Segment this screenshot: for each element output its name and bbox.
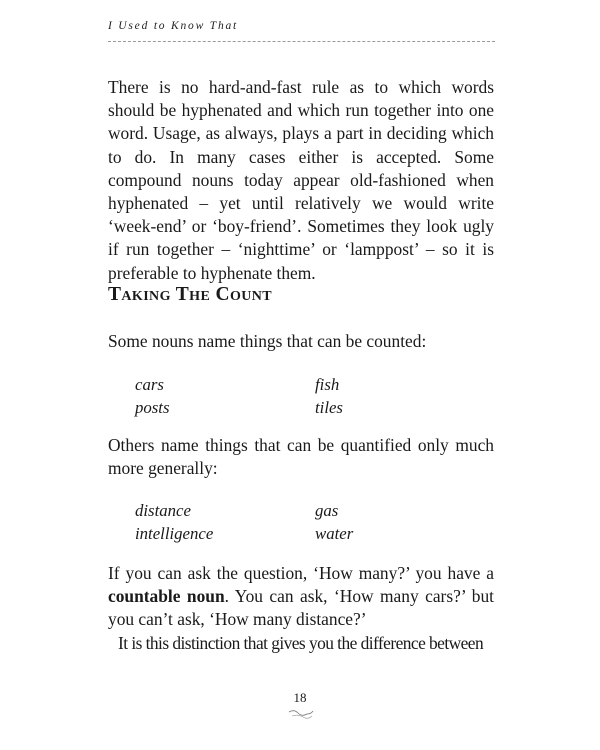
example-row [135, 373, 495, 396]
flourish-ornament [288, 708, 314, 720]
paragraph-countable-noun [108, 562, 494, 632]
paragraph-uncountable-intro: Others name things that can be quantified only much more generally: [108, 435, 494, 479]
example-word: tiles [315, 398, 343, 417]
example-word: water [315, 524, 354, 543]
example-row [135, 396, 495, 419]
uncountable-examples [135, 499, 495, 545]
example-word: fish [315, 375, 340, 394]
running-header: I Used to Know That [108, 20, 239, 32]
key-term: countable noun [108, 586, 225, 607]
example-word: cars [135, 375, 164, 394]
example-word: intelligence [135, 524, 214, 543]
paragraph-hyphenation: There is no hard-and-fast rule as to which words should be hyphenated and which run together into one word. Usage, as always, plays a part in deciding which to do. In many cases either is accepted. Some compound nouns today appear old-fashioned when hyphenated – yet until relatively we would write ‘week-end’ or ‘boy-friend’. Sometimes they look ugly if run together – ‘nighttime’ or ‘lamppost’ – so it is preferable to hyphenate them. [108, 77, 494, 283]
header-rule [108, 41, 495, 42]
paragraph-countable-intro: Some nouns name things that can be counted: [108, 331, 427, 351]
paragraph-text: If you can ask the question, ‘How many?’ you have a [108, 563, 494, 583]
example-word: gas [315, 501, 339, 520]
paragraph-text: . You can ask, ‘How many cars?’ but you can’t ask, ‘How many distance?’ [108, 586, 494, 630]
page-number: 18 [293, 690, 307, 705]
section-heading: Taking The Count [108, 284, 273, 305]
example-word: posts [135, 398, 170, 417]
example-word: distance [135, 501, 191, 520]
example-row [135, 522, 495, 545]
paragraph-distinction: It is this distinction that gives you the difference between [118, 633, 484, 653]
example-row [135, 499, 495, 522]
countable-examples [135, 373, 495, 419]
